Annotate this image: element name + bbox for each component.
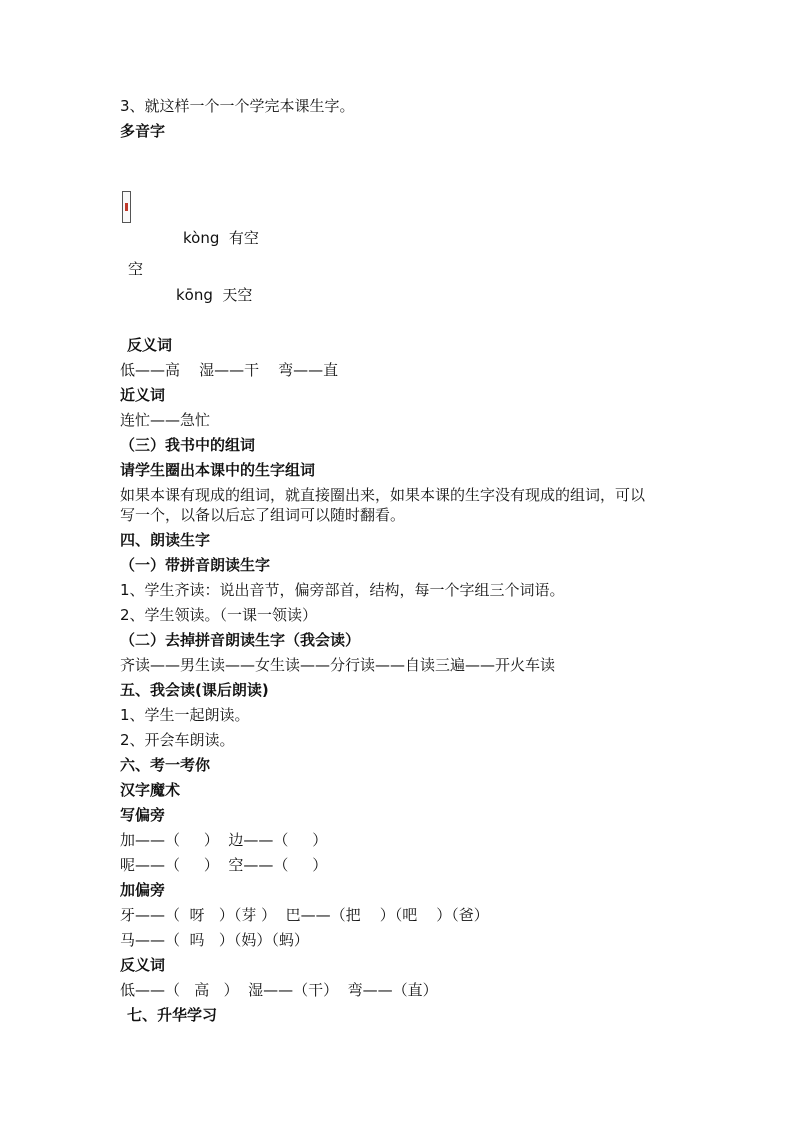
heading-section: （三）我书中的组词 [120,436,256,454]
text-line: 1、学生一起朗读。 [120,706,250,724]
heading-polyphonic: 多音字 [120,122,166,140]
heading-section: 写偏旁 [120,806,166,824]
heading-section: 反义词 [120,956,166,974]
text-line: 写一个，以备以后忘了组词可以随时翻看。 [120,506,406,524]
text-line: 如果本课有现成的组词，就直接圈出来，如果本课的生字没有现成的组词，可以 [120,486,646,504]
text-line: 齐读——男生读——女生读——分行读——自读三遍——开火车读 [120,656,556,674]
pinyin-line: kòng 有空 [183,229,259,247]
heading-section: （二）去掉拼音朗读生字（我会读） [120,631,361,649]
exercise-line: 低——（ 高 ） 湿——（干） 弯——（直） [120,981,438,999]
exercise-line: 牙——（ 呀 ）（芽 ） 巴——（把 ）（吧 ）（爸） [120,906,489,924]
heading-antonyms: 反义词 [127,336,173,354]
heading-section: 五、我会读(课后朗读) [120,681,269,699]
exercise-line: 马——（ 吗 ）（妈）（蚂） [120,931,309,949]
heading-section: 六、考一考你 [120,756,211,774]
pinyin-line: kōng 天空 [176,286,253,304]
heading-section: 汉字魔术 [120,781,181,799]
text-line: 低——高 湿——干 弯——直 [120,361,339,379]
exercise-line: 呢——（ ） 空——（ ） [120,856,328,874]
heading-section: 七、升华学习 [127,1006,218,1024]
heading-section: 请学生圈出本课中的生字组词 [120,461,316,479]
text-line: 1、学生齐读：说出音节，偏旁部首，结构，每一个字组三个词语。 [120,581,565,599]
embedded-object-icon [122,191,131,223]
heading-section: （一）带拼音朗读生字 [120,556,271,574]
heading-section: 加偏旁 [120,881,166,899]
text-line: 3、就这样一个一个学完本课生字。 [120,97,355,115]
heading-synonyms: 近义词 [120,386,166,404]
heading-section: 四、朗读生字 [120,531,211,549]
polyphonic-char: 空 [128,260,144,278]
text-line: 连忙——急忙 [120,411,211,429]
text-line: 2、学生领读。（一课一领读） [120,606,318,624]
text-line: 2、开会车朗读。 [120,731,235,749]
exercise-line: 加——（ ） 边——（ ） [120,831,328,849]
